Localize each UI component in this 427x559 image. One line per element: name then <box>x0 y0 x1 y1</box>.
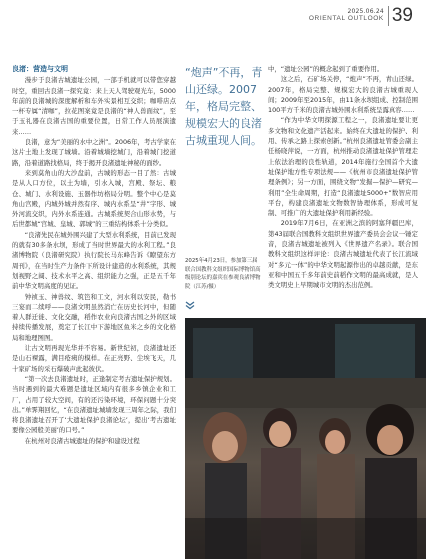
left-column <box>12 64 176 446</box>
body-paragraph: “第一次去良渚遗址时，正逢制定考古遗址保护规划。当时遇到的最大难题是遗址区域内有很多乡镇企业和工厂，占用了较大空间，有的还污染环境，环保问题十分突出。”单霁翔回忆，“在良渚遗址城墙发现三周年之际，我们将良渚遗址召开了‘大遗址保护良渚论坛’，提出‘考古遗址要像公园般美丽’的口号。” <box>12 374 176 435</box>
museum-visitors-photo <box>185 318 426 559</box>
body-paragraph: 这之后，石矿场关停，“炮声”不再，青山还绿。2007年，格局完整、规模宏大的良渚古城重现人间；2009年至2015年，由11条水坝组成、控制范围100平方千米的良渚古城外围水利系统呈露真容…… <box>268 75 418 115</box>
pull-quote-text: “炮声”不再，青山还绿。2007年，格局完整、规模宏大的良渚古城重现人间。 <box>185 66 263 147</box>
page-header <box>309 6 413 32</box>
body-paragraph: 良渚，意为“美丽的水中之洲”。2006年，考古学家在这片土地上发现了城墙。沿着城墙挖城门，沿着城门挖道路，沿着道路找格局，终于揭开良渚遗址神秘的面纱。 <box>12 138 176 167</box>
body-paragraph: “良渚先民在城外围兴建了大型水利系统，目前已发现的就有30多条水坝，形成了当时世界最大的水利工程。”良渚博物院（良渚研究院）执行院长马东峰告诉《瞭望东方周刊》，在当时生产力条件下所设计建造的水利系统，其规划视野之阔、技术水平之高、组织能力之强，正是五千年前中华文明高度的见证。 <box>12 230 176 291</box>
right-column <box>268 64 418 291</box>
photo-illustration <box>185 318 426 559</box>
body-paragraph: 中，“遗址公园”的概念起到了重要作用。 <box>268 65 384 73</box>
chevron-down-icon <box>185 300 195 310</box>
body-paragraph: 让古文明再现光华并不容易。新世纪初，良渚遗址还是山石裸露，满目疮痍的模样。在正亮野、尘埃飞天，几十家矿场的采石爆破声此起彼伏。 <box>12 344 176 373</box>
body-paragraph: 在杭州对良渚古城遗址的保护和建设过程 <box>24 436 140 445</box>
body-paragraph: 来到莫角山的大沙盘前，古城的形态一目了然：古城是从人口方位，以土为墙，引水入城，宫殿、祭坛、粮仓、城门、水利设施、玉器作坊格局分明。整个中心是莫角山宫殿，内城外城并然有序、城内水系呈“井”字形、城外河流交织，内外水系连通。古城系统契合山形水势，与后世都城“宫城、皇城、郭城”的三重结构体系十分类似。 <box>12 168 176 229</box>
header-meta <box>309 6 384 22</box>
body-paragraph: “作为中华文明探源工程之一，良渚遗址要让更多文物和文化遗产活起来。始终在大遗址的保护、利用、传承之路上探索创新。”杭州良渚遗址管委会副主任杨晓萍说，一方面，杭州推动良渚遗址保护管理走上依法治理的良性轨道，2014年施行全国首个大遗址保护地方性专项法规——《杭州市良渚遗址保护管理条例》；另一方面，围绕文物“发掘—保护—研究—利用”全生命周期，打造“良渚遗址5000+”数智应用平台，构建良渚遗址文物数智协理体系，形成可复制、可推广的大遗址保护利用新经验。 <box>268 116 418 218</box>
section-heading: 良渚：营造与文明 <box>12 65 68 73</box>
issue-date: 2025.06.24 <box>347 8 384 15</box>
photo-caption: 2025年4月23日，参加第三届联合国教科文组织国际博物馆高级别论坛的嘉宾在参观良渚博物院（江苏/摄） <box>185 258 261 290</box>
magazine-name: ORIENTAL OUTLOOK <box>308 15 384 22</box>
pull-quote <box>185 64 263 149</box>
body-paragraph: 钟祯玉、神兽纹、筑笆和工文，河水利以安民，勒书三宴而二续呼——良渚文明虽然消亡在历史长河中，但随着人群迁徙、文化交融，稻作农业向良渚古国之外的区域持续传播发展，奠定了长江中下游地区鱼米之乡的文化格局和地理图图。 <box>12 292 176 342</box>
body-paragraph: 漫步于良渚古城遗址公园，一部手机就可以带您穿越时空，重回古良渚一探究竟：来上天人驾驶观光车，5000年前的良渚城的深度解析和车外实景相互交织；咖啡店点一杯专属“清咖”，拉花图案竟是良渚的“神人兽面纹”，至于玉礼器在良渚古国的重要位置，日常工作人员展演遗来…… <box>12 76 176 136</box>
body-paragraph: 2019年7月6日，在亚洲之滨的阿塞拜疆巴库，第43届联合国教科文组织世界遗产委员会会议一锤定音，良渚古城遗址被列入《世界遗产名录》。联合国教科文组织这样评论：良渚古城遗址代表了长江流域对“多元一体”的中华文明起源作出的卓越贡献，是东亚和中国五千多年前史前稻作文明的最高成就，是人类文明史上早期城市文明的杰出范例。 <box>268 219 418 290</box>
page-number: 39 <box>388 6 413 26</box>
